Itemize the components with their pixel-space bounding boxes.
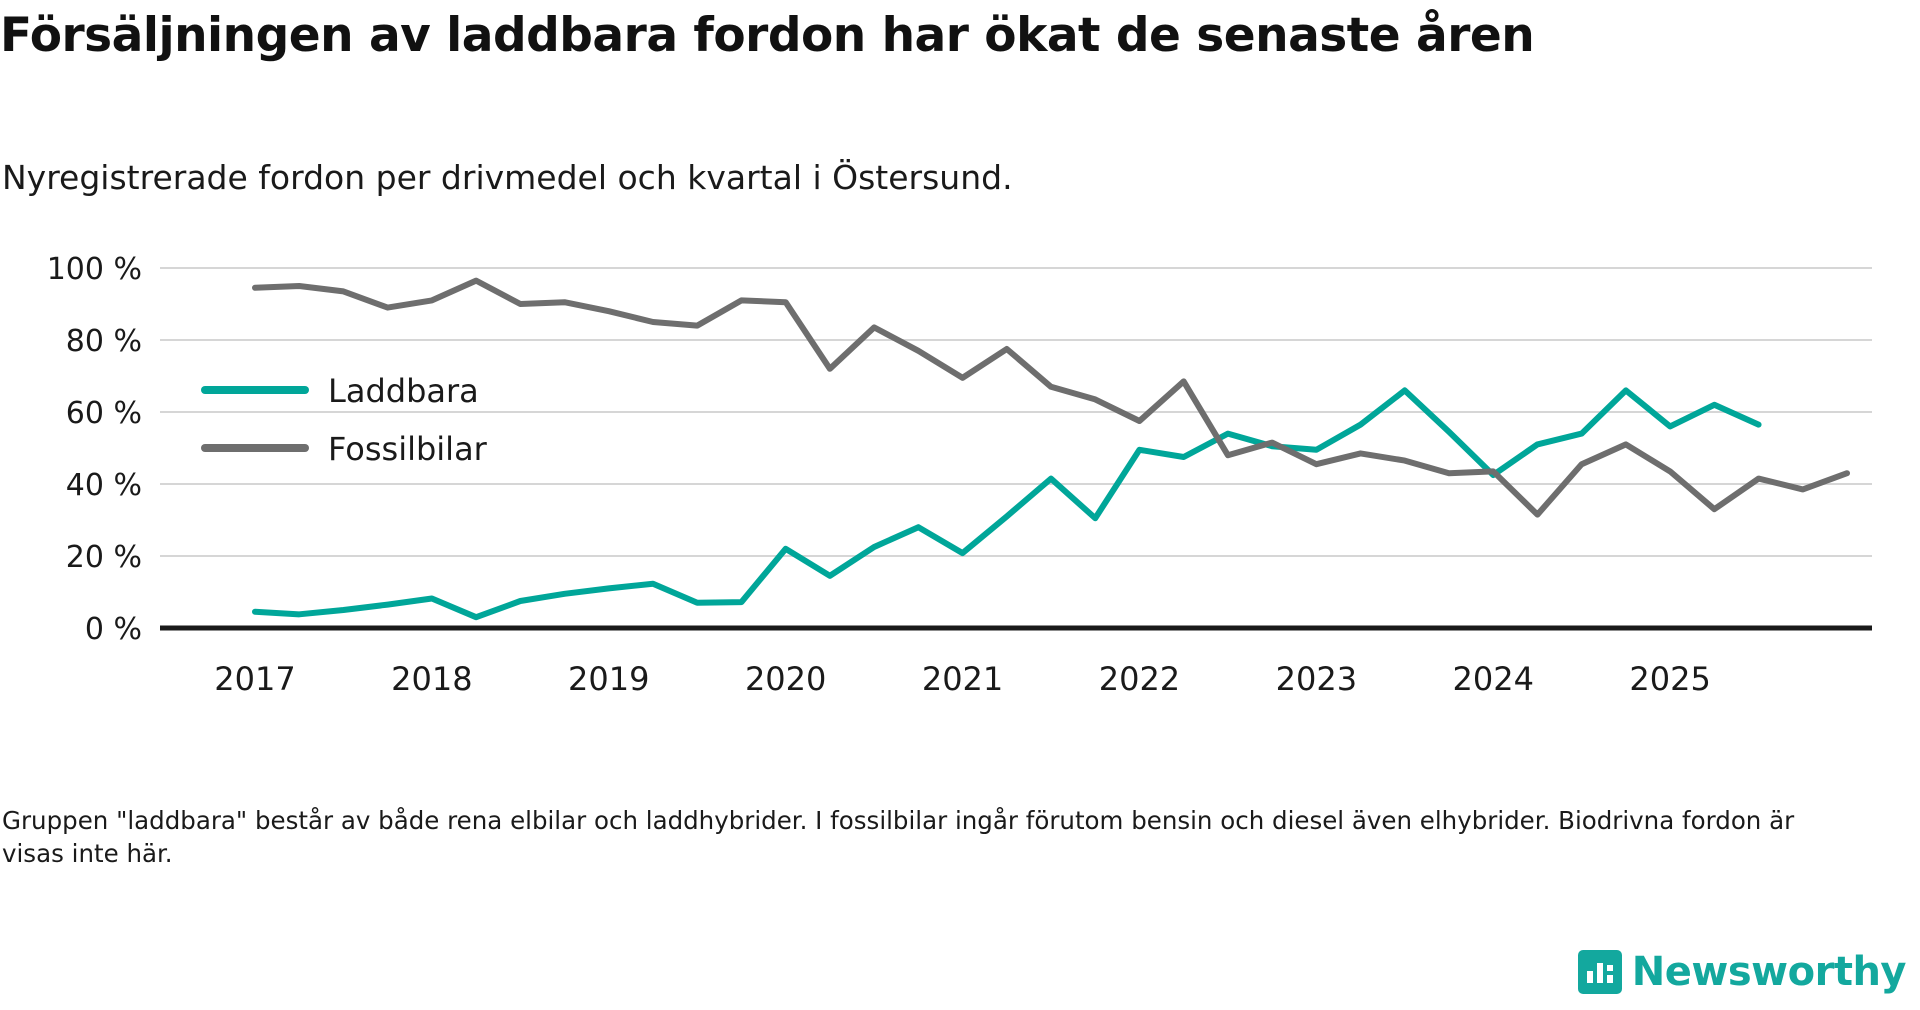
line-chart	[0, 240, 1900, 720]
x-axis-tick-label: 2024	[1452, 660, 1534, 698]
brand-logo-group	[1578, 944, 1906, 1000]
x-axis-tick-label: 2023	[1275, 660, 1358, 698]
y-axis-tick-label: 20 %	[65, 540, 142, 575]
x-axis-tick-label: 2020	[744, 660, 827, 698]
x-axis-tick-label: 2017	[214, 660, 296, 698]
page-title: Försäljningen av laddbara fordon har ökat de senaste åren	[0, 8, 1535, 63]
legend-label-laddbara: Laddbara	[328, 372, 479, 410]
chart-subtitle: Nyregistrerade fordon per drivmedel och kvartal i Östersund.	[2, 158, 1013, 197]
x-axis-tick-label: 2018	[391, 660, 473, 698]
series-line-laddbara	[255, 390, 1759, 617]
x-axis-tick-label: 2019	[568, 660, 650, 698]
y-axis-tick-label: 80 %	[65, 324, 142, 359]
chart-footnote: Gruppen "laddbara" består av både rena elbilar och laddhybrider. I fossilbilar ingår förutom bensin och diesel även elhybrider. Biodrivna fordon är visas inte här.	[2, 806, 1795, 868]
chart-svg	[0, 240, 1900, 720]
x-axis-tick-label: 2025	[1629, 660, 1711, 698]
legend-label-fossilbilar: Fossilbilar	[328, 430, 487, 468]
bar-chart-logo-icon	[1578, 950, 1622, 994]
x-axis-tick-label: 2021	[921, 660, 1004, 698]
y-axis-tick-label: 40 %	[65, 468, 142, 503]
y-axis-tick-label: 100 %	[46, 252, 142, 287]
x-axis-tick-label: 2022	[1098, 660, 1181, 698]
y-axis-tick-label: 0 %	[84, 612, 142, 647]
brand-name: Newsworthy	[1631, 949, 1906, 995]
y-axis-tick-label: 60 %	[65, 396, 142, 431]
